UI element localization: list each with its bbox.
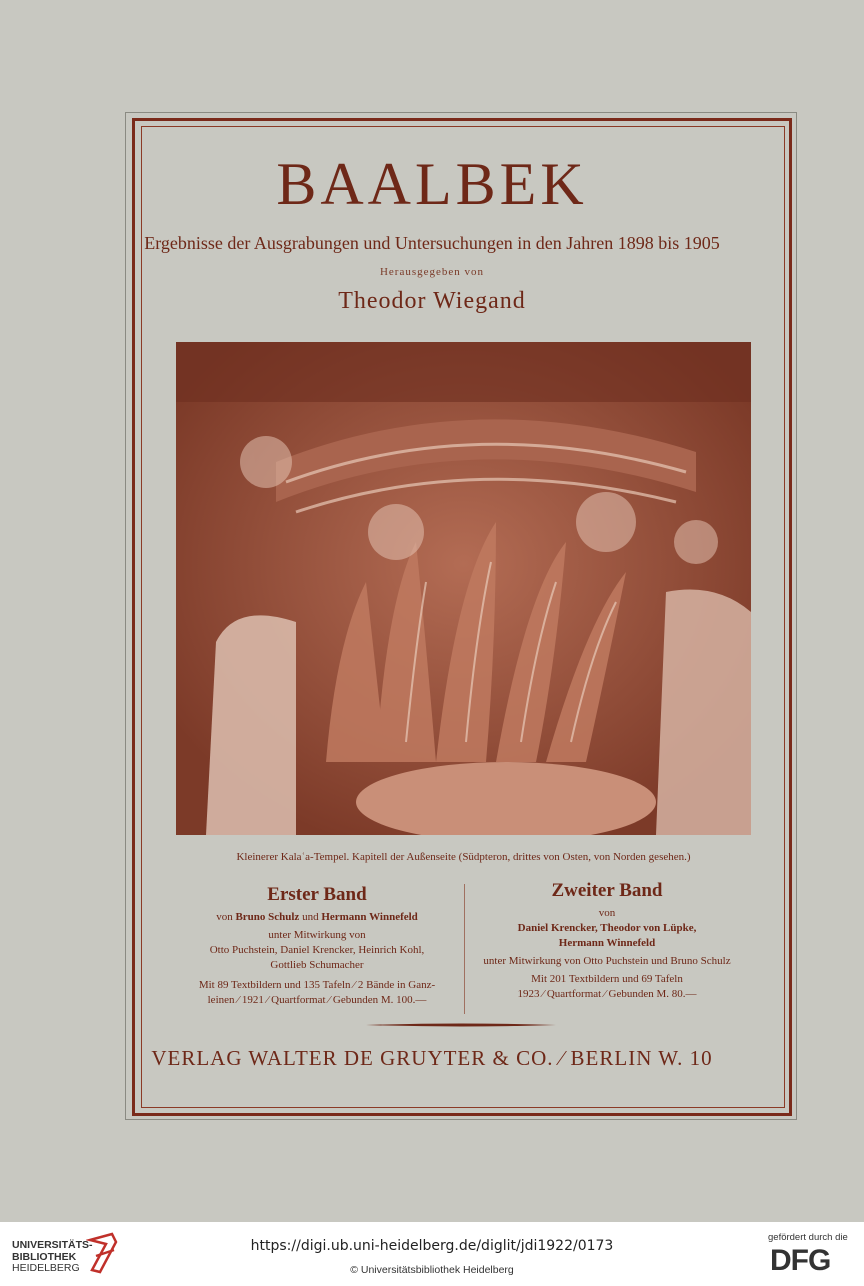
- copyright-notice: © Universitätsbibliothek Heidelberg: [350, 1264, 514, 1276]
- volume-2-block: [462, 880, 752, 1002]
- volume-2-details-line1: Mit 201 Textbildern und 69 Tafeln: [531, 973, 683, 985]
- permalink-url[interactable]: https://digi.ub.uni-heidelberg.de/diglit/jdi1922/0173: [250, 1238, 614, 1254]
- volume-2-details-line2: 1923 ⁄ Quartformat ⁄ Gebunden M. 80.—: [517, 988, 697, 1000]
- ornamental-rule: [366, 1023, 556, 1027]
- volume-1-block: [172, 884, 462, 1008]
- volume-2-authors-line2: Hermann Winnefeld: [558, 937, 656, 949]
- book-title: BAALBEK: [276, 151, 588, 217]
- volume-1-contributors-line1: Otto Puchstein, Daniel Krencker, Heinrich Kohl,: [209, 944, 425, 956]
- volume-2-title: Zweiter Band: [551, 880, 663, 901]
- editor-name: Theodor Wiegand: [338, 288, 526, 314]
- publisher-line: VERLAG WALTER DE GRUYTER & CO. ⁄ BERLIN W. 10: [151, 1046, 713, 1070]
- book-subtitle: Ergebnisse der Ausgrabungen und Untersuchungen in den Jahren 1898 bis 1905: [144, 233, 720, 253]
- volume-1-details-line1: Mit 89 Textbildern und 135 Tafeln ⁄ 2 Bände in Ganz-: [198, 979, 436, 991]
- library-name-line1: UNIVERSITÄTS-: [12, 1239, 93, 1251]
- capital-illustration: [176, 342, 751, 835]
- volume-2-authors-line1: Daniel Krencker, Theodor von Lüpke,: [517, 922, 697, 934]
- volume-1-details-line2: leinen ⁄ 1921 ⁄ Quartformat ⁄ Gebunden M. 100.—: [207, 994, 427, 1006]
- volume-1-authors: von Bruno Schulz und Hermann Winnefeld: [216, 911, 418, 923]
- viewer-footer: [0, 1222, 864, 1286]
- library-name-line2: BIBLIOTHEK: [12, 1250, 77, 1263]
- capital-photograph: [176, 342, 751, 835]
- volume-1-title: Erster Band: [267, 884, 367, 905]
- edited-by-label: Herausgegeben von: [379, 266, 485, 278]
- volume-1-contributors-line2: Gottlieb Schumacher: [270, 959, 364, 971]
- photo-caption: Kleinerer Kalaʿa-Tempel. Kapitell der Außenseite (Südpteron, drittes von Osten, von Norden gesehen.): [236, 851, 691, 863]
- volume-2-mitwirkung: unter Mitwirkung von Otto Puchstein und Bruno Schulz: [483, 955, 731, 967]
- volume-2-von: von: [598, 907, 616, 919]
- library-name-line3: HEIDELBERG: [12, 1262, 80, 1274]
- dfg-logo[interactable]: DFG: [770, 1244, 831, 1277]
- volume-1-mitwirkung: unter Mitwirkung von: [268, 929, 366, 941]
- funding-note: gefördert durch die: [768, 1232, 848, 1243]
